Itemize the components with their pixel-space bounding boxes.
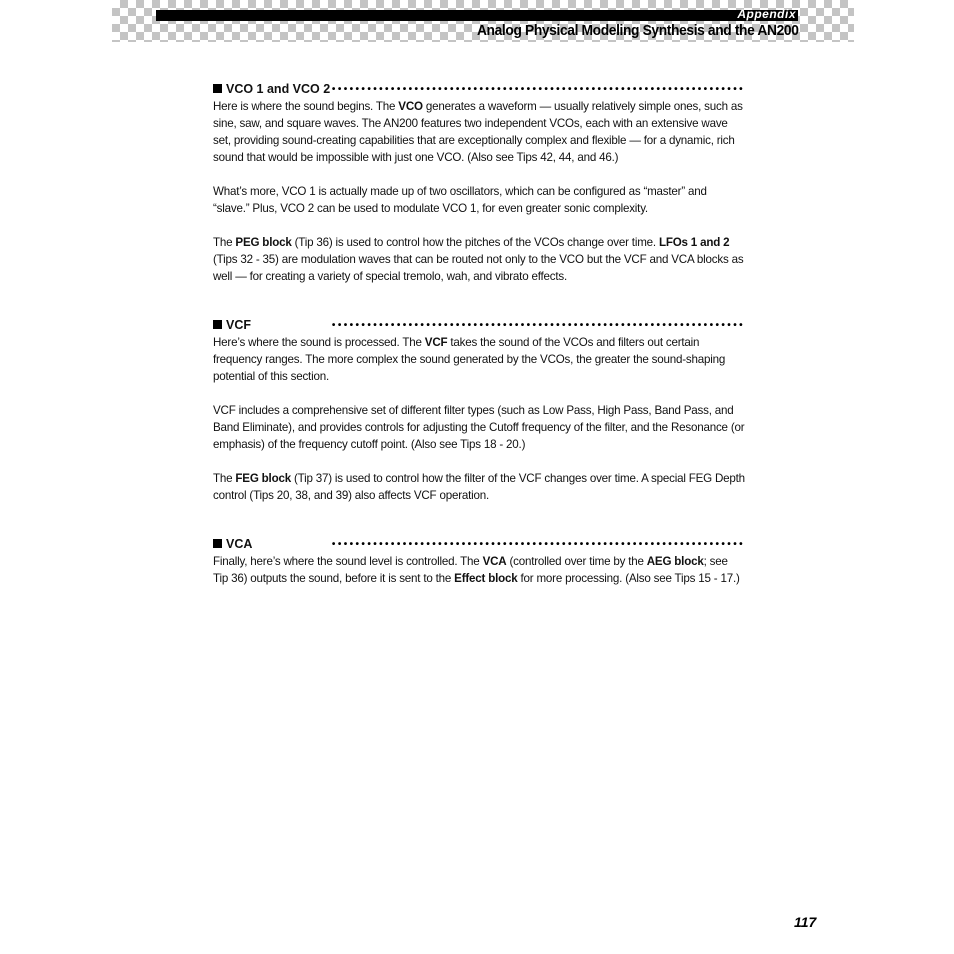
- text-run: Here’s where the sound is processed. The: [213, 336, 425, 349]
- bold-term: LFOs 1 and 2: [658, 236, 730, 249]
- section-vcf: [213, 318, 745, 504]
- text-run: (Tip 37) is used to control how the filter of the VCF changes over time. A special FEG Depth control (Tips 20, 38, and 39) also affects VCF operation.: [213, 472, 745, 502]
- section-vca: [213, 537, 745, 587]
- text-run: takes the sound of the VCOs and filters out certain frequency ranges. The more complex the sound generated by the VCOs, the greater the sound-shaping potential of this section.: [213, 336, 726, 383]
- paragraph: [213, 334, 745, 385]
- dot-leader: ••••••••••••••••••••••••••••••••••••••••••••••••••••••••••••••••••••••: [331, 539, 745, 550]
- text-run: The: [213, 472, 236, 485]
- bold-term: VCO: [398, 100, 423, 113]
- text-run: for more processing. (Also see Tips 15 - 17.): [517, 572, 740, 585]
- square-bullet-icon: [213, 539, 222, 548]
- text-run: What’s more, VCO 1 is actually made up of two oscillators, which can be configured as “master” and “slave.” Plus, VCO 2 can be used to modulate VCO 1, for even greater sonic complexity.: [213, 185, 707, 215]
- text-run: Finally, here’s where the sound level is controlled. The: [213, 555, 483, 568]
- page-number: 117: [794, 914, 817, 930]
- dot-leader: ••••••••••••••••••••••••••••••••••••••••••••••••••••••••••••••••••••••: [331, 84, 745, 95]
- text-run: The: [213, 236, 236, 249]
- square-bullet-icon: [213, 320, 222, 329]
- page-content: [213, 82, 745, 587]
- section-heading-text: VCF: [226, 318, 251, 332]
- section-heading-text: VCA: [226, 537, 253, 551]
- paragraph: [213, 402, 745, 453]
- bold-term: Effect block: [454, 572, 518, 585]
- running-title: Analog Physical Modeling Synthesis and the AN200: [476, 22, 798, 39]
- bold-term: VCF: [424, 336, 448, 349]
- square-bullet-icon: [213, 84, 222, 93]
- paragraph: [213, 234, 745, 285]
- paragraph: [213, 98, 745, 166]
- paragraph: [213, 470, 745, 504]
- bold-term: FEG block: [235, 472, 291, 485]
- bold-term: PEG block: [235, 236, 292, 249]
- section-heading-text: VCO 1 and VCO 2: [226, 82, 331, 96]
- section-heading: [213, 82, 745, 98]
- paragraph: [213, 553, 745, 587]
- header-band: [156, 7, 798, 21]
- text-run: (Tip 36) is used to control how the pitches of the VCOs change over time.: [291, 236, 659, 249]
- text-run: (Tips 32 - 35) are modulation waves that can be routed not only to the VCO but the VCF and VCA blocks as well — for creating a variety of special tremolo, wah, and vibrato effects.: [213, 253, 744, 283]
- appendix-label: Appendix: [737, 7, 796, 21]
- dot-leader: ••••••••••••••••••••••••••••••••••••••••••••••••••••••••••••••••••••••: [331, 320, 745, 331]
- text-run: Here is where the sound begins. The: [213, 100, 399, 113]
- page-header: [112, 0, 854, 42]
- text-run: generates a waveform — usually relatively simple ones, such as sine, saw, and square waves. The AN200 features two independent VCOs, each with an extensive wave set, providing sound-creating capabilities that are exceptionally complex and flexible — for a dynamic, rich sound that would be impossible with just one VCO. (Also see Tips 42, 44, and 46.): [213, 100, 743, 164]
- paragraph: [213, 183, 745, 217]
- text-run: (controlled over time by the: [506, 555, 647, 568]
- bold-term: VCA: [482, 555, 507, 568]
- bold-term: AEG block: [646, 555, 704, 568]
- section-heading: [213, 537, 745, 553]
- text-run: ; see Tip 36) outputs the sound, before it is sent to the: [213, 555, 728, 585]
- section-vco: [213, 82, 745, 285]
- section-heading: [213, 318, 745, 334]
- text-run: VCF includes a comprehensive set of different filter types (such as Low Pass, High Pass, Band Pass, and Band Eliminate), and provides controls for adjusting the Cutoff frequency of the filter, and the Resonance (or emphasis) of the frequency cutoff point. (Also see Tips 18 - 20.): [213, 404, 745, 451]
